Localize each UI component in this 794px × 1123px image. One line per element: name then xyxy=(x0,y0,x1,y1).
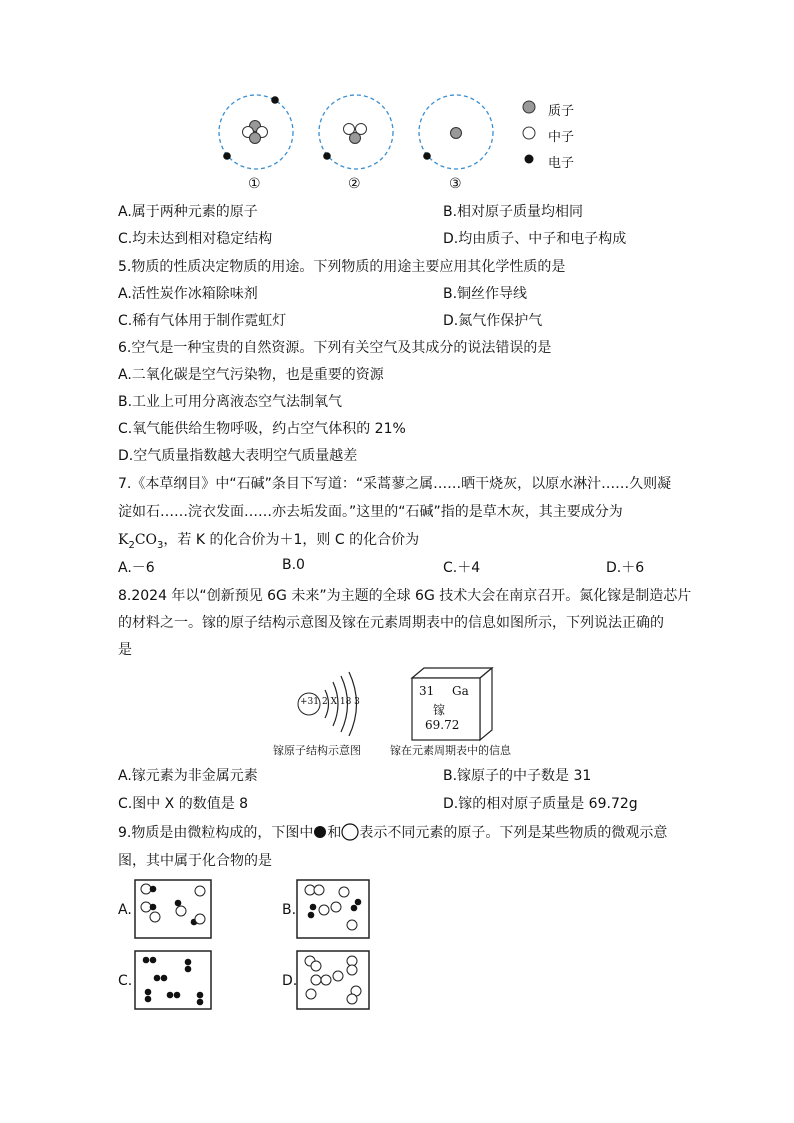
cell-symbol: Ga xyxy=(452,684,469,698)
q7-line-1: 7.《本草纲目》中“石碱”条目下写道：“采蒿蓼之属……晒干烧灰，以原水淋汁……久则凝 xyxy=(118,476,672,492)
cell-atomic-number: 31 xyxy=(419,684,435,698)
white-atom-icon xyxy=(341,823,359,841)
q9-option-b-label: B. xyxy=(282,902,297,918)
atom-1 xyxy=(219,95,293,169)
q4-option-a: A.属于两种元素的原子 xyxy=(118,204,258,220)
q8-option-b: B.镓原子的中子数是 31 xyxy=(443,768,592,784)
atom-diagrams xyxy=(210,88,510,170)
q6-stem: 6.空气是一种宝贵的自然资源。下列有关空气及其成分的说法错误的是 xyxy=(118,340,552,356)
legend-proton: 质子 xyxy=(548,104,575,119)
q8-option-a: A.镓元素为非金属元素 xyxy=(118,768,258,784)
q9-line-1-b: 和 xyxy=(327,825,342,841)
atom-label-2: ② xyxy=(348,176,361,192)
neutron-marker-icon xyxy=(523,127,535,139)
q8-option-d: D.镓的相对原子质量是 69.72g xyxy=(443,796,638,812)
proton-marker-icon xyxy=(523,101,535,113)
q6-option-d: D.空气质量指数越大表明空气质量越差 xyxy=(118,448,358,464)
q8-line-1: 8.2024 年以“创新预见 6G 未来”为主题的全球 6G 技术大会在南京召开。氮化镓是制造芯片 xyxy=(118,588,692,604)
caption-atom-structure: 镓原子结构示意图 xyxy=(273,744,361,757)
q7-line-3-text: ，若 K 的化合价为＋1，则 C 的化合价为 xyxy=(163,532,420,548)
q9-box-c xyxy=(134,950,212,1010)
atom-2 xyxy=(319,95,393,169)
atom-label-1: ① xyxy=(248,176,261,192)
q9-option-c-label: C. xyxy=(118,973,133,989)
q9-line-2: 图，其中属于化合物的是 xyxy=(118,853,272,869)
q8-line-2: 的材料之一。镓的原子结构示意图及镓在元素周期表中的信息如图所示，下列说法正确的 xyxy=(118,615,664,631)
formula-sub-3: 3 xyxy=(157,539,164,551)
q6-option-b: B.工业上可用分离液态空气法制氧气 xyxy=(118,394,343,410)
q9-line-1-a: 9.物质是由微粒构成的，下图中 xyxy=(118,825,314,841)
q9-box-a xyxy=(134,879,212,939)
legend-neutron: 中子 xyxy=(548,130,575,145)
q9-line-1-c: 表示不同元素的原子。下列是某些物质的微观示意 xyxy=(359,825,668,841)
q9-line-1 xyxy=(118,822,667,842)
q6-option-c: C.氧气能供给生物呼吸，约占空气体积的 21% xyxy=(118,421,406,437)
black-atom-icon xyxy=(313,825,327,839)
legend-electron: 电子 xyxy=(548,156,575,171)
legend-markers xyxy=(520,98,540,168)
caption-periodic-info: 镓在元素周期表中的信息 xyxy=(390,744,511,757)
q6-option-a: A.二氧化碳是空气污染物，也是重要的资源 xyxy=(118,367,384,383)
q5-option-b: B.铜丝作导线 xyxy=(443,286,528,302)
q4-option-b: B.相对原子质量均相同 xyxy=(443,204,584,220)
formula-sub-2: 2 xyxy=(128,539,135,551)
gallium-shells: 2 X 18 3 xyxy=(322,697,360,707)
q7-option-c: C.＋4 xyxy=(443,560,481,576)
q7-line-2: 淀如石……浣衣发面……亦去垢发面。”这里的“石碱”指的是草木灰，其主要成分为 xyxy=(118,504,623,520)
electron-marker-icon xyxy=(525,155,534,164)
q8-option-c: C.图中 X 的数值是 8 xyxy=(118,796,249,812)
q7-option-b: B.0 xyxy=(282,557,305,573)
q8-line-3: 是 xyxy=(118,642,132,658)
q7-option-a: A.－6 xyxy=(118,560,155,576)
q5-option-a: A.活性炭作冰箱除味剂 xyxy=(118,286,258,302)
q9-box-d xyxy=(296,950,370,1010)
q9-option-a-label: A. xyxy=(118,902,132,918)
atom-3 xyxy=(419,95,493,169)
q4-option-c: C.均未达到相对稳定结构 xyxy=(118,231,273,247)
q5-option-d: D.氮气作保护气 xyxy=(443,313,543,329)
formula-co: CO xyxy=(134,532,158,548)
q7-line-3 xyxy=(118,529,419,551)
gallium-nucleus: +31 xyxy=(300,697,319,707)
formula-k: K xyxy=(118,532,129,548)
q9-box-b xyxy=(296,879,370,939)
cell-name: 镓 xyxy=(433,703,446,717)
q9-option-d-label: D. xyxy=(282,973,298,989)
q5-stem: 5.物质的性质决定物质的用途。下列物质的用途主要应用其化学性质的是 xyxy=(118,259,566,275)
cell-mass: 69.72 xyxy=(425,718,460,732)
q7-option-d: D.＋6 xyxy=(606,560,645,576)
q5-option-c: C.稀有气体用于制作霓虹灯 xyxy=(118,313,287,329)
q4-option-d: D.均由质子、中子和电子构成 xyxy=(443,231,627,247)
atom-label-3: ③ xyxy=(449,176,462,192)
